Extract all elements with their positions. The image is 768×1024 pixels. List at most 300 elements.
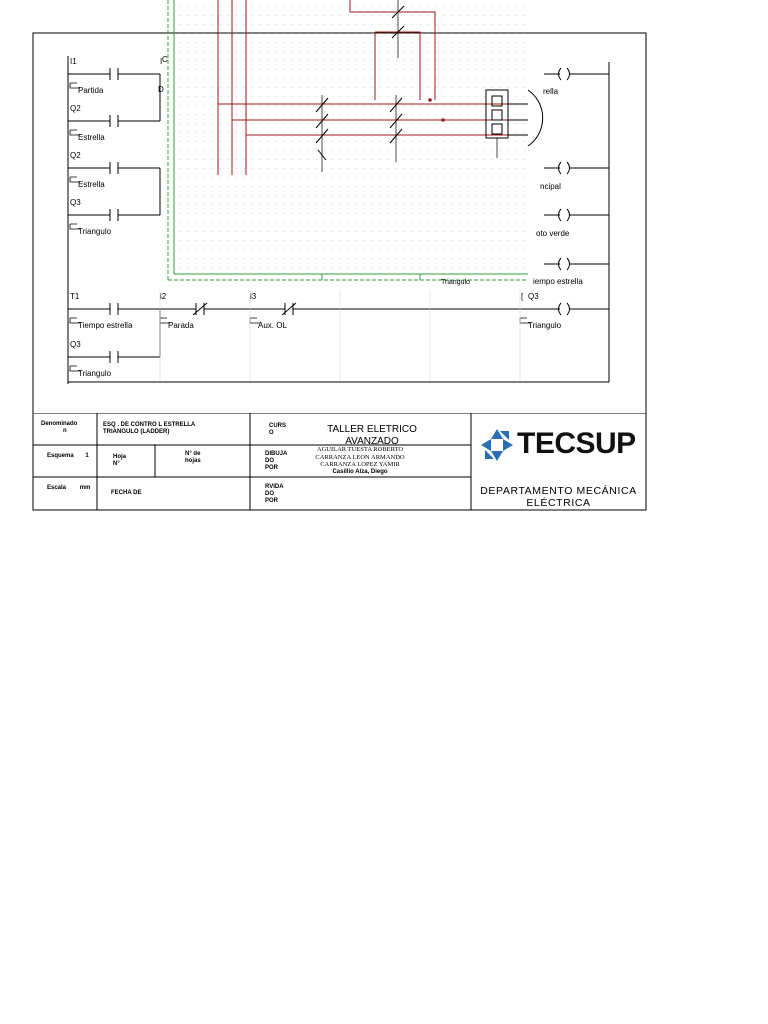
grid-dot	[516, 258, 517, 259]
grid-dot	[244, 60, 245, 61]
grid-dot	[332, 51, 333, 52]
grid-dot	[236, 204, 237, 205]
grid-dot	[364, 42, 365, 43]
grid-dot	[300, 222, 301, 223]
grid-dot	[340, 195, 341, 196]
grid-dot	[292, 42, 293, 43]
grid-dot	[428, 15, 429, 16]
grid-dot	[388, 231, 389, 232]
grid-dot	[180, 258, 181, 259]
grid-dot	[268, 195, 269, 196]
grid-dot	[276, 240, 277, 241]
grid-dot	[332, 231, 333, 232]
grid-dot	[340, 258, 341, 259]
grid-dot	[492, 51, 493, 52]
grid-dot	[284, 204, 285, 205]
grid-dot	[500, 177, 501, 178]
grid-dot	[228, 186, 229, 187]
grid-dot	[316, 258, 317, 259]
grid-dot	[468, 24, 469, 25]
grid-dot	[372, 231, 373, 232]
grid-dot	[284, 213, 285, 214]
grid-dot	[356, 150, 357, 151]
grid-dot	[404, 51, 405, 52]
grid-dot	[268, 204, 269, 205]
grid-dot	[452, 141, 453, 142]
grid-dot	[340, 60, 341, 61]
grid-dot	[220, 267, 221, 268]
grid-dot	[388, 87, 389, 88]
grid-dot	[252, 87, 253, 88]
grid-dot	[404, 213, 405, 214]
grid-dot	[452, 258, 453, 259]
grid-dot	[500, 60, 501, 61]
grid-dot	[180, 204, 181, 205]
grid-dot	[316, 213, 317, 214]
grid-dot	[388, 258, 389, 259]
grid-dot	[444, 42, 445, 43]
grid-dot	[484, 195, 485, 196]
grid-dot	[516, 231, 517, 232]
grid-dot	[332, 150, 333, 151]
grid-dot	[284, 78, 285, 79]
grid-dot	[332, 213, 333, 214]
grid-dot	[196, 168, 197, 169]
grid-dot	[388, 96, 389, 97]
grid-dot	[332, 204, 333, 205]
grid-dot	[212, 42, 213, 43]
grid-dot	[380, 141, 381, 142]
grid-dot	[404, 24, 405, 25]
grid-dot	[324, 6, 325, 7]
grid-dot	[372, 222, 373, 223]
grid-dot	[452, 213, 453, 214]
grid-dot	[268, 60, 269, 61]
grid-dot	[196, 33, 197, 34]
grid-dot	[420, 267, 421, 268]
grid-dot	[388, 51, 389, 52]
grid-dot	[332, 24, 333, 25]
grid-dot	[308, 87, 309, 88]
grid-dot	[388, 42, 389, 43]
grid-dot	[364, 105, 365, 106]
grid-dot	[452, 87, 453, 88]
grid-dot	[340, 24, 341, 25]
grid-dot	[300, 231, 301, 232]
contact-id-1: Q2	[70, 104, 81, 113]
grid-dot	[500, 33, 501, 34]
grid-dot	[452, 123, 453, 124]
grid-dot	[428, 249, 429, 250]
grid-dot	[188, 186, 189, 187]
i3-label: Aux. OL	[258, 321, 287, 330]
grid-dot	[196, 60, 197, 61]
grid-dot	[468, 213, 469, 214]
grid-dot	[500, 213, 501, 214]
grid-dot	[396, 87, 397, 88]
grid-dot	[180, 69, 181, 70]
grid-dot	[372, 87, 373, 88]
grid-dot	[220, 141, 221, 142]
grid-dot	[260, 177, 261, 178]
grid-dot	[308, 6, 309, 7]
grid-dot	[212, 204, 213, 205]
grid-dot	[420, 105, 421, 106]
escala-unit: mm	[79, 485, 91, 491]
grid-dot	[380, 60, 381, 61]
grid-dot	[476, 69, 477, 70]
grid-dot	[300, 258, 301, 259]
grid-dot	[284, 249, 285, 250]
grid-dot	[196, 222, 197, 223]
grid-dot	[316, 51, 317, 52]
grid-dot	[220, 69, 221, 70]
grid-dot	[444, 222, 445, 223]
grid-dot	[388, 123, 389, 124]
grid-dot	[428, 240, 429, 241]
grid-dot	[292, 204, 293, 205]
grid-dot	[476, 15, 477, 16]
grid-dot	[468, 42, 469, 43]
grid-dot	[308, 258, 309, 259]
grid-dot	[324, 258, 325, 259]
grid-dot	[236, 168, 237, 169]
grid-dot	[260, 222, 261, 223]
grid-dot	[324, 105, 325, 106]
grid-dot	[492, 87, 493, 88]
grid-dot	[460, 150, 461, 151]
grid-dot	[460, 249, 461, 250]
grid-dot	[268, 168, 269, 169]
grid-dot	[220, 168, 221, 169]
grid-dot	[236, 231, 237, 232]
grid-dot	[524, 24, 525, 25]
grid-dot	[308, 78, 309, 79]
dibujado-label-2: DO	[265, 458, 274, 464]
grid-dot	[220, 204, 221, 205]
grid-dot	[252, 231, 253, 232]
grid-dot	[244, 222, 245, 223]
grid-dot	[436, 42, 437, 43]
grid-dot	[436, 240, 437, 241]
grid-dot	[236, 150, 237, 151]
grid-dot	[324, 231, 325, 232]
grid-dot	[236, 96, 237, 97]
hoja-label-1: Hoja	[113, 454, 127, 460]
grid-dot	[476, 24, 477, 25]
grid-dot	[372, 240, 373, 241]
grid-dot	[484, 33, 485, 34]
grid-dot	[220, 33, 221, 34]
nhojas-label	[185, 451, 201, 465]
department	[473, 485, 644, 509]
grid-dot	[244, 33, 245, 34]
grid-dot	[436, 6, 437, 7]
grid-dot	[436, 51, 437, 52]
grid-dot	[268, 78, 269, 79]
grid-dot	[372, 186, 373, 187]
grid-dot	[300, 168, 301, 169]
grid-dot	[284, 51, 285, 52]
grid-dot	[260, 213, 261, 214]
grid-dot	[452, 42, 453, 43]
grid-dot	[468, 141, 469, 142]
grid-dot	[412, 51, 413, 52]
grid-dot	[348, 24, 349, 25]
grid-dot	[412, 204, 413, 205]
grid-dot	[476, 258, 477, 259]
grid-dot	[220, 186, 221, 187]
grid-dot	[268, 249, 269, 250]
grid-dot	[204, 240, 205, 241]
grid-dot	[428, 150, 429, 151]
grid-dot	[252, 204, 253, 205]
grid-dot	[340, 150, 341, 151]
grid-dot	[212, 150, 213, 151]
author-2: CARRANZA LEON ARMANDO	[315, 453, 405, 461]
grid-dot	[348, 69, 349, 70]
grid-dot	[180, 60, 181, 61]
grid-dot	[252, 105, 253, 106]
esquema-label-text: Esquema	[47, 453, 74, 459]
grid-dot	[180, 240, 181, 241]
grid-dot	[420, 123, 421, 124]
grid-dot	[436, 186, 437, 187]
grid-dot	[444, 96, 445, 97]
grid-dot	[364, 78, 365, 79]
grid-dot	[428, 123, 429, 124]
grid-dot	[244, 141, 245, 142]
grid-dot	[308, 159, 309, 160]
curso-value-2: AVANZADO	[345, 436, 399, 447]
grid-dot	[404, 249, 405, 250]
grid-dot	[316, 114, 317, 115]
grid-dot	[508, 249, 509, 250]
grid-dot	[300, 78, 301, 79]
junction-1	[428, 98, 432, 102]
grid-dot	[332, 33, 333, 34]
grid-dot	[324, 213, 325, 214]
grid-dot	[268, 87, 269, 88]
grid-dot	[308, 24, 309, 25]
grid-dot	[436, 78, 437, 79]
grid-dot	[220, 78, 221, 79]
grid-dot	[252, 186, 253, 187]
grid-dot	[420, 231, 421, 232]
grid-dot	[508, 15, 509, 16]
grid-dot	[348, 42, 349, 43]
grid-dot	[412, 114, 413, 115]
grid-dot	[404, 33, 405, 34]
grid-dot	[516, 222, 517, 223]
grid-dot	[372, 132, 373, 133]
grid-dot	[380, 87, 381, 88]
grid-dot	[340, 213, 341, 214]
grid-dot	[372, 150, 373, 151]
grid-dot	[524, 33, 525, 34]
grid-dot	[500, 15, 501, 16]
grid-dot	[332, 6, 333, 7]
grid-dot	[340, 222, 341, 223]
grid-dot	[428, 141, 429, 142]
grid-dot	[524, 177, 525, 178]
grid-dot	[468, 204, 469, 205]
grid-dot	[212, 222, 213, 223]
grid-dot	[268, 186, 269, 187]
grid-dot	[404, 78, 405, 79]
grid-dot	[396, 177, 397, 178]
grid-dot	[524, 6, 525, 7]
grid-dot	[252, 24, 253, 25]
grid-dot	[436, 195, 437, 196]
grid-dot	[348, 186, 349, 187]
grid-dot	[388, 267, 389, 268]
grid-dot	[180, 168, 181, 169]
grid-dot	[484, 213, 485, 214]
coil-2-right	[567, 209, 570, 221]
grid-dot	[388, 6, 389, 7]
grid-dot	[252, 150, 253, 151]
grid-dot	[284, 24, 285, 25]
grid-dot	[436, 69, 437, 70]
grid-dot	[332, 267, 333, 268]
dibujado-label-3: POR	[265, 465, 279, 471]
grid-dot	[428, 267, 429, 268]
grid-dot	[228, 33, 229, 34]
grid-dot	[484, 186, 485, 187]
grid-dot	[364, 51, 365, 52]
grid-dot	[308, 141, 309, 142]
grid-dot	[380, 24, 381, 25]
grid-dot	[260, 15, 261, 16]
grid-dot	[196, 78, 197, 79]
grid-dot	[380, 249, 381, 250]
title-block	[33, 413, 646, 510]
grid-dot	[356, 87, 357, 88]
grid-dot	[284, 186, 285, 187]
grid-dot	[244, 96, 245, 97]
grid-dot	[180, 15, 181, 16]
grid-dot	[516, 51, 517, 52]
grid-dot	[252, 267, 253, 268]
grid-dot	[476, 159, 477, 160]
grid-dot	[268, 240, 269, 241]
grid-dot	[484, 177, 485, 178]
grid-dot	[252, 249, 253, 250]
grid-dot	[524, 141, 525, 142]
grid-dot	[268, 114, 269, 115]
contactor-q3	[390, 95, 402, 162]
grid-dot	[452, 186, 453, 187]
grid-dot	[444, 195, 445, 196]
grid-dot	[460, 6, 461, 7]
grid-dot	[404, 204, 405, 205]
overload-relay	[428, 90, 508, 158]
grid-dot	[236, 24, 237, 25]
grid-dot	[276, 159, 277, 160]
grid-dot	[332, 159, 333, 160]
grid-dot	[436, 141, 437, 142]
grid-dot	[508, 231, 509, 232]
grid-dot	[372, 51, 373, 52]
grid-dot	[364, 15, 365, 16]
grid-dot	[500, 78, 501, 79]
grid-dot	[492, 222, 493, 223]
grid-dot	[180, 87, 181, 88]
grid-dot	[244, 249, 245, 250]
grid-dot	[372, 258, 373, 259]
q3-coil-label: Triangulo	[528, 321, 562, 330]
grid-dot	[412, 33, 413, 34]
grid-dot	[460, 60, 461, 61]
grid-dot	[260, 267, 261, 268]
grid-dot	[524, 105, 525, 106]
grid-dot	[276, 105, 277, 106]
grid-dot	[340, 6, 341, 7]
grid-dot	[420, 213, 421, 214]
grid-dot	[420, 150, 421, 151]
grid-dot	[268, 141, 269, 142]
grid-dot	[428, 33, 429, 34]
grid-dot	[420, 222, 421, 223]
grid-dot	[316, 204, 317, 205]
grid-dot	[348, 141, 349, 142]
grid-dot	[500, 69, 501, 70]
logo-wordmark: TECSUP	[517, 427, 636, 460]
grid-dot	[236, 240, 237, 241]
grid-dot	[252, 114, 253, 115]
dibujado-label-1: DIBUJA	[265, 451, 288, 457]
grid-dot	[436, 24, 437, 25]
grid-dot	[460, 51, 461, 52]
grid-dot	[468, 258, 469, 259]
grid-dot	[460, 132, 461, 133]
grid-dot	[316, 78, 317, 79]
grid-dot	[196, 177, 197, 178]
grid-dot	[244, 240, 245, 241]
grid-dot	[212, 141, 213, 142]
grid-dot	[212, 51, 213, 52]
grid-dot	[508, 60, 509, 61]
grid-dot	[372, 249, 373, 250]
authors-list	[295, 446, 425, 476]
grid-dot	[404, 69, 405, 70]
grid-dot	[292, 78, 293, 79]
grid-dot	[244, 114, 245, 115]
grid-dot	[292, 123, 293, 124]
grid-dot	[516, 195, 517, 196]
grid-dot	[452, 240, 453, 241]
grid-dot	[268, 222, 269, 223]
grid-dot	[284, 240, 285, 241]
grid-dot	[524, 168, 525, 169]
grid-dot	[468, 105, 469, 106]
grid-dot	[396, 258, 397, 259]
grid-dot	[268, 177, 269, 178]
grid-dot	[444, 69, 445, 70]
grid-dot	[348, 168, 349, 169]
grid-dot	[500, 186, 501, 187]
grid-dot	[332, 96, 333, 97]
grid-dot	[324, 123, 325, 124]
grid-dot	[476, 204, 477, 205]
grid-dot	[252, 78, 253, 79]
grid-dot	[404, 240, 405, 241]
grid-dot	[316, 159, 317, 160]
grid-dot	[364, 222, 365, 223]
grid-dot	[220, 177, 221, 178]
grid-dot	[244, 204, 245, 205]
